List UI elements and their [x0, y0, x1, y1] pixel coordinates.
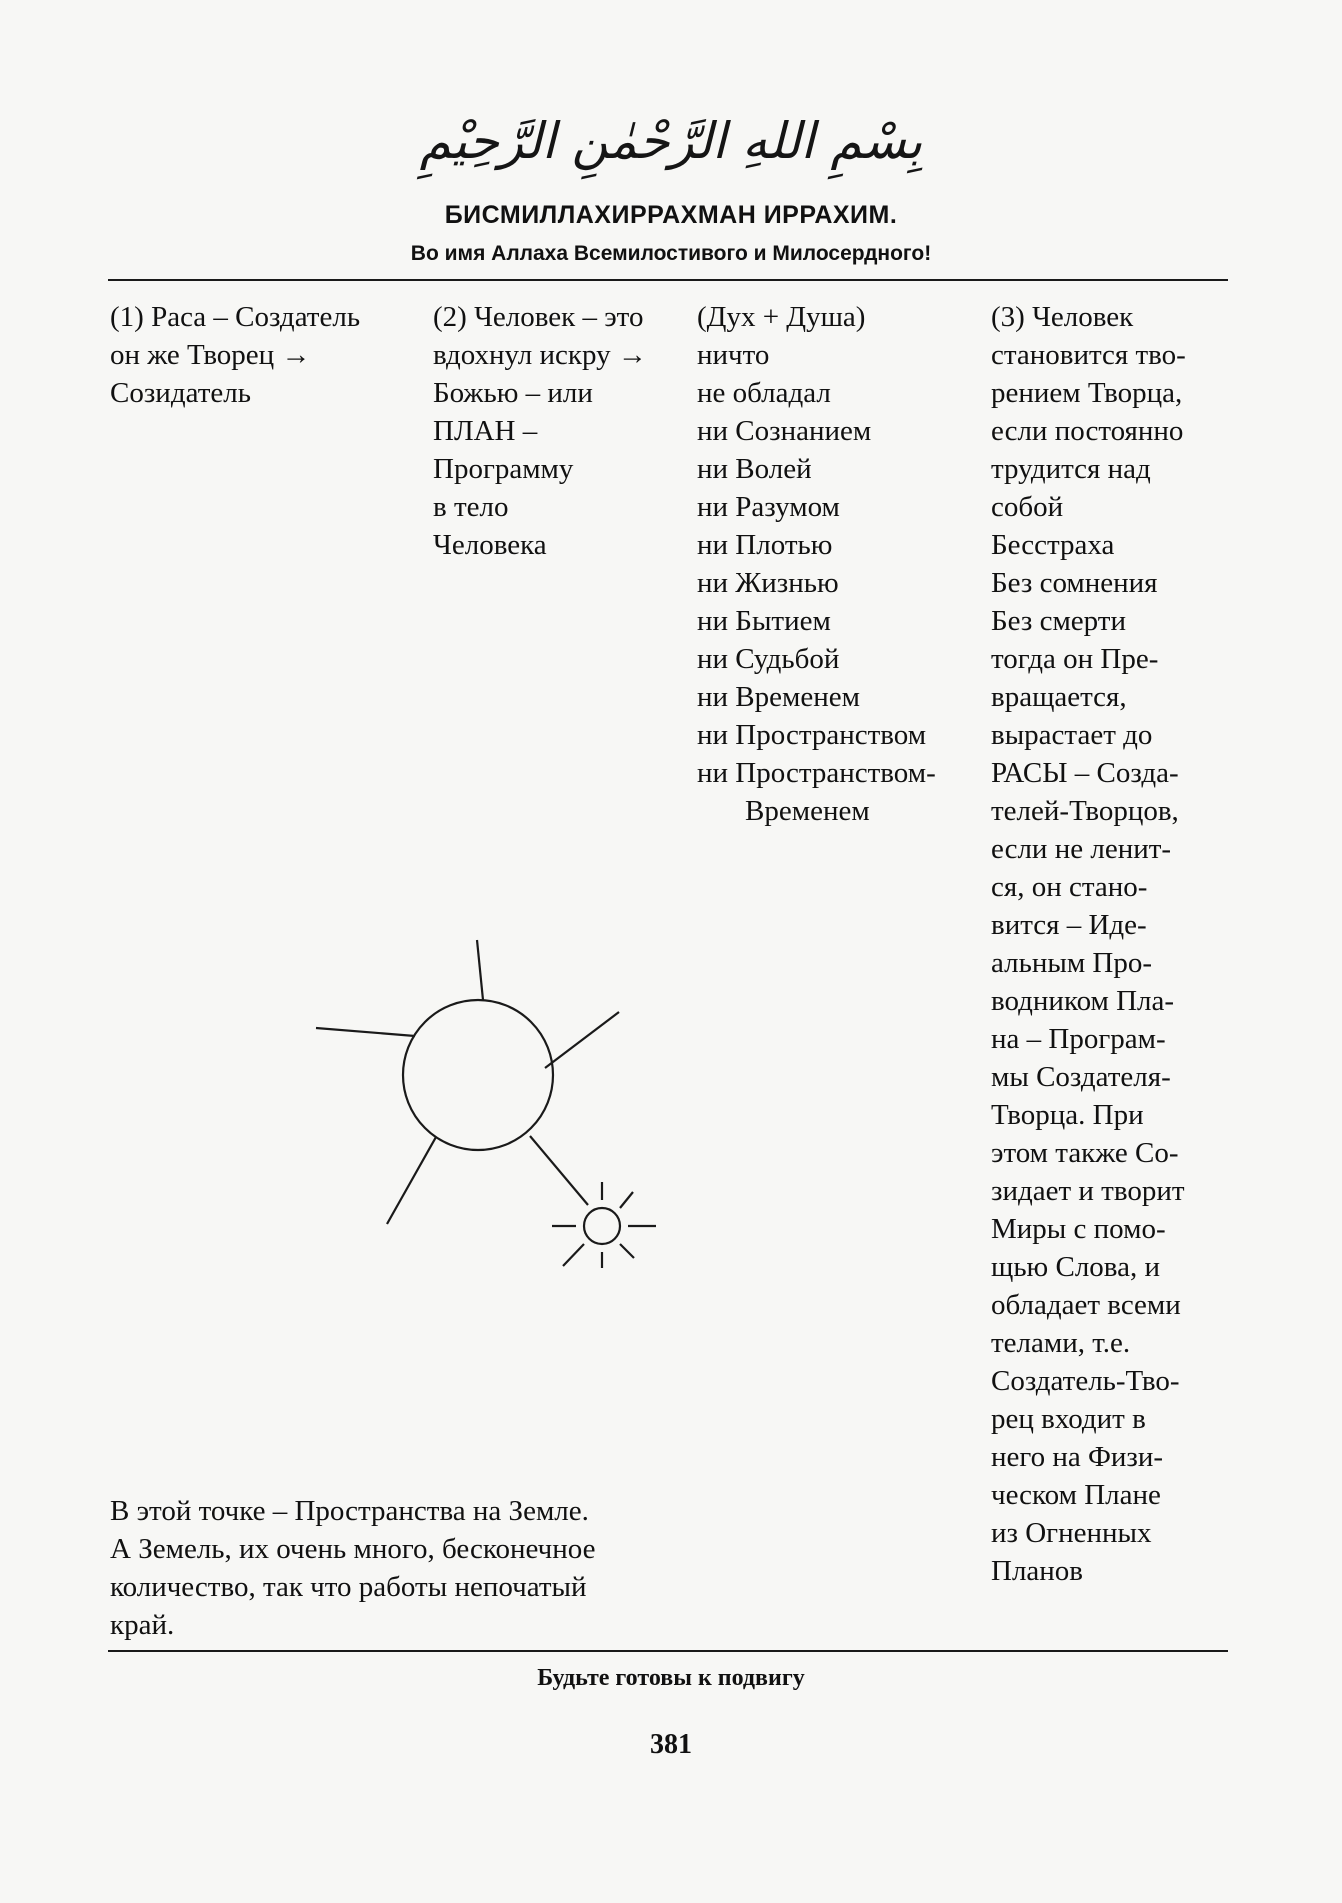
- column-line: ничто: [697, 339, 770, 371]
- bottom-divider: [108, 1650, 1228, 1652]
- column-line: ни Сознанием: [697, 415, 872, 447]
- small-sun-ray: [563, 1244, 584, 1266]
- column-line: обладает всеми: [991, 1289, 1181, 1321]
- column-line: в тело: [433, 491, 509, 523]
- column-line: трудится над: [991, 453, 1151, 485]
- column-line: ни Плотью: [697, 529, 833, 561]
- column-line: Без сомнения: [991, 567, 1158, 599]
- arabic-basmala: بِسْمِ اللهِ الرَّحْمٰنِ الرَّحِيْمِ: [419, 112, 923, 170]
- column-line: если не ленит-: [991, 833, 1172, 865]
- note-line: количество, так что работы непочатый: [110, 1571, 587, 1603]
- column-line: Планов: [991, 1555, 1083, 1587]
- column-line: (3) Человек: [991, 301, 1134, 333]
- column-line: (1) Раса – Создатель: [110, 301, 361, 333]
- note-line: В этой точке – Пространства на Земле.: [110, 1495, 589, 1527]
- column-line: Созидатель: [110, 377, 251, 409]
- page-title: БИСМИЛЛАХИРРАХМАН ИРРАХИМ.: [444, 201, 898, 229]
- column-line: ни Жизнью: [697, 567, 839, 599]
- big-sun-ray: [316, 1028, 415, 1036]
- small-sun-ray: [620, 1192, 633, 1208]
- column-line: становится тво-: [991, 339, 1186, 371]
- column-line: этом также Со-: [991, 1137, 1179, 1169]
- column-line: водником Пла-: [991, 985, 1175, 1017]
- small-sun-ray: [620, 1244, 634, 1258]
- column-line: ни Пространством-: [697, 757, 936, 789]
- note-line: А Земель, их очень много, бесконечное: [110, 1533, 596, 1565]
- column-line: него на Физи-: [991, 1441, 1164, 1473]
- note-paragraph: [110, 1492, 595, 1644]
- column-line: РАСЫ – Созда-: [991, 757, 1179, 789]
- column-line: ни Судьбой: [697, 643, 840, 675]
- column-line: ся, он стано-: [991, 871, 1148, 903]
- note-line: край.: [110, 1609, 175, 1641]
- column-line: вится – Иде-: [991, 909, 1147, 941]
- column-line: Миры с помо-: [991, 1213, 1166, 1245]
- big-sun-ray: [387, 1137, 436, 1224]
- column-line: тогда он Пре-: [991, 643, 1159, 675]
- big-sun-circle: [403, 1000, 553, 1150]
- column-line: мы Создателя-: [991, 1061, 1171, 1093]
- column-line: альным Про-: [991, 947, 1153, 979]
- column-line: Создатель-Тво-: [991, 1365, 1180, 1397]
- column-line: ни Бытием: [697, 605, 831, 637]
- page-number: 381: [650, 1729, 692, 1760]
- column-line: он же Творец →: [110, 339, 311, 371]
- column-line: телами, т.е.: [991, 1327, 1131, 1359]
- column-line: ни Временем: [697, 681, 860, 713]
- column-line: зидает и творит: [991, 1175, 1185, 1207]
- column-line: Бесстраха: [991, 529, 1115, 561]
- column-line: ни Разумом: [697, 491, 840, 523]
- column-line: (2) Человек – это: [433, 301, 644, 333]
- column-line: рец входит в: [991, 1403, 1146, 1435]
- big-sun-ray: [545, 1012, 619, 1068]
- page-subtitle: Во имя Аллаха Всемилостивого и Милосердного!: [410, 242, 932, 265]
- column-line: рением Творца,: [991, 377, 1183, 409]
- column-line: ПЛАН –: [433, 415, 538, 447]
- column-line: вырастает до: [991, 719, 1153, 751]
- column-line: ни Пространством: [697, 719, 927, 751]
- big-sun-ray: [477, 940, 483, 1000]
- column-line: собой: [991, 491, 1064, 523]
- column-line: (Дух + Душа): [697, 301, 866, 333]
- big-sun-ray: [530, 1136, 588, 1205]
- column-line: Временем: [745, 795, 870, 827]
- column-line: Творца. При: [991, 1099, 1144, 1131]
- column-line: ческом Плане: [991, 1479, 1161, 1511]
- column-line: не обладал: [697, 377, 831, 409]
- column-line: Божью – или: [433, 377, 593, 409]
- column-line: телей-Творцов,: [991, 795, 1179, 827]
- column-line: Человека: [433, 529, 547, 561]
- column-line: Программу: [433, 453, 574, 485]
- column-line: вращается,: [991, 681, 1127, 713]
- column-line: ни Волей: [697, 453, 812, 485]
- column-line: Без смерти: [991, 605, 1126, 637]
- small-sun-circle: [584, 1208, 620, 1244]
- column-line: вдохнул искру →: [433, 339, 647, 371]
- column-line: на – Програм-: [991, 1023, 1166, 1055]
- column-line: щью Слова, и: [991, 1251, 1160, 1283]
- column-line: из Огненных: [991, 1517, 1152, 1549]
- running-footer: Будьте готовы к подвигу: [537, 1665, 805, 1691]
- column-line: если постоянно: [991, 415, 1184, 447]
